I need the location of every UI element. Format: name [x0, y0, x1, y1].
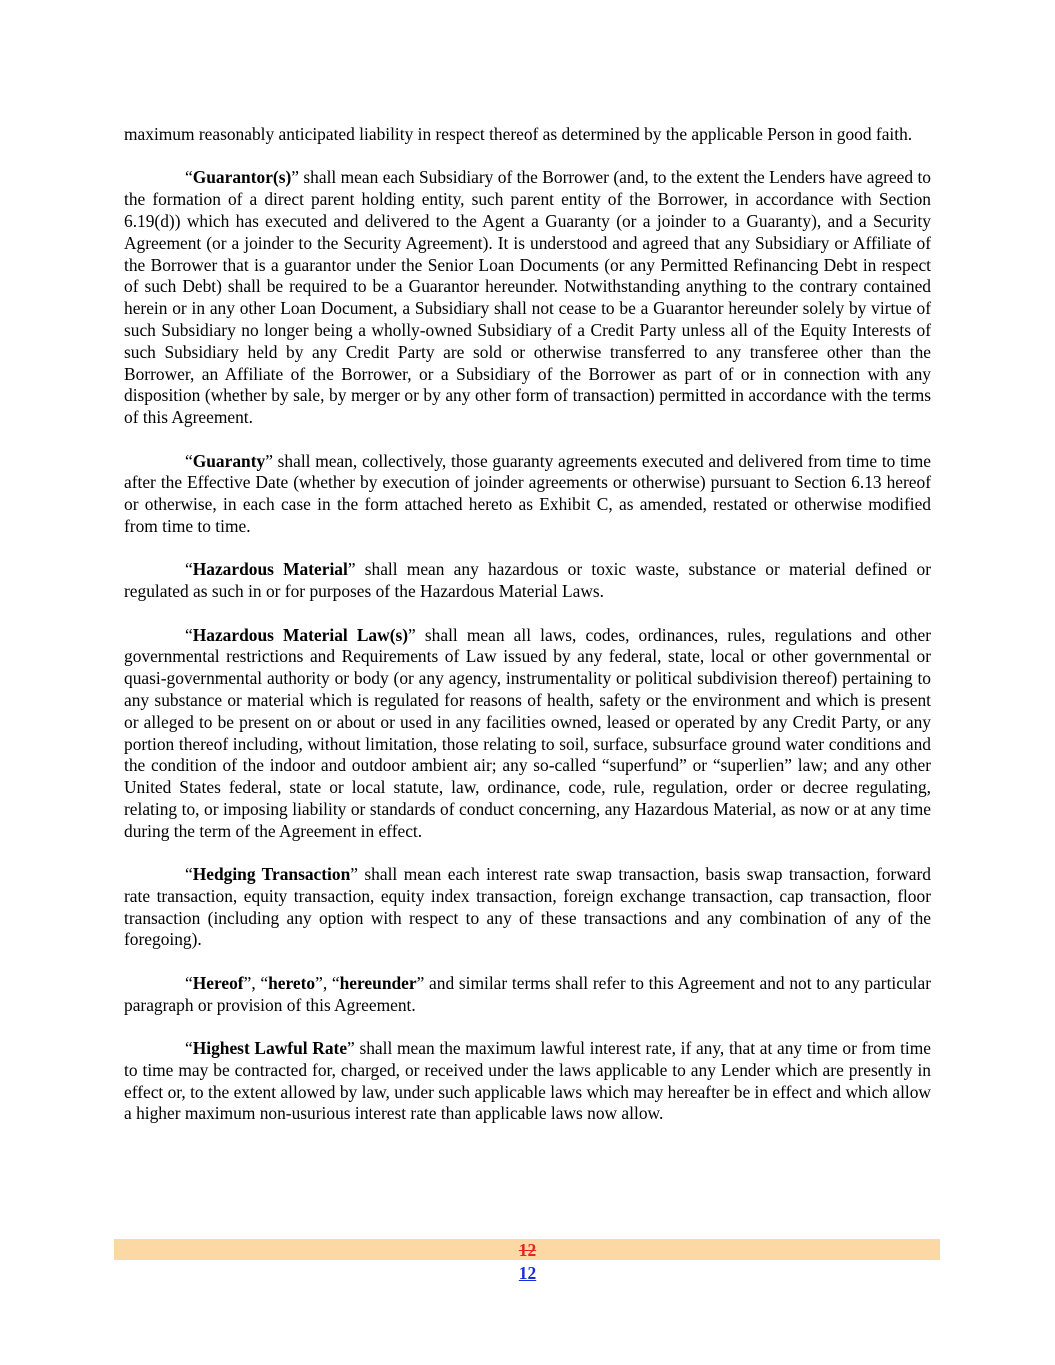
definition-guaranty — [124, 451, 931, 538]
defined-term: Guaranty — [192, 450, 266, 471]
defined-term: hereto — [268, 972, 316, 993]
paragraph-continuation — [124, 124, 931, 146]
defined-term: Hereof — [192, 972, 244, 993]
definition-hedging-transaction — [124, 864, 931, 951]
document-body — [124, 124, 931, 1147]
defined-term: Guarantor(s) — [192, 167, 292, 188]
quote-separator: ”, “ — [315, 972, 340, 993]
defined-term: Hazardous Material Law(s) — [192, 624, 409, 645]
definition-text: ” shall mean any hazardous or toxic waste, substance or material defined or regulated as such in or for purposes of the Hazardous Material Laws. — [124, 559, 931, 602]
open-quote: “ — [185, 450, 193, 471]
definition-text: ” shall mean, collectively, those guaranty agreements executed and delivered from time to time after the Effective Date (whether by execution of joinder agreements or otherwise) pursuant to Section 6.13 hereof or otherwise, in each case in the form attached hereto as Exhibit C, as amended, restated or otherwise modified from time to time. — [124, 450, 931, 536]
definition-hazardous-material-laws — [124, 625, 931, 843]
defined-term: Highest Lawful Rate — [192, 1038, 348, 1059]
deleted-page-number: 12 — [518, 1240, 537, 1260]
definition-text: ” shall mean the maximum lawful interest rate, if any, that at any time or from time to time may be contracted for, charged, or received under the laws applicable to any Lender which are presently in effect or, to the extent allowed by law, under such applicable laws which may hereafter be in effect and which allow a higher maximum non-usurious interest rate than applicable laws now allow. — [124, 1038, 931, 1124]
definition-text: ” shall mean each Subsidiary of the Borrower (and, to the extent the Lenders have agreed to the formation of a direct parent holding entity, such parent entity of the Borrower, in accordance with Section 6.19(d)) which has executed and delivered to the Agent a Guaranty (or a joinder to a Guaranty), and a Security Agreement (or a joinder to the Security Agreement). It is understood and agreed that any Subsidiary or Affiliate of the Borrower that is a guarantor under the Senior Loan Documents (or any Permitted Refinancing Debt in respect of such Debt) shall be required to be a Guarantor hereunder. Notwithstanding anything to the contrary contained herein or in any other Loan Document, a Subsidiary shall not cease to be a Guarantor hereunder solely by virtue of such Subsidiary no longer being a wholly-owned Subsidiary of a Credit Party unless all of the Equity Interests of such Subsidiary held by any Credit Party are sold or otherwise transferred to any transferee other than the Borrower, an Affiliate of the Borrower, or a Subsidiary of the Borrower as part of or in connection with any disposition (whether by sale, by merger or by any other form of transaction) permitted in accordance with the terms of this Agreement. — [124, 167, 931, 428]
definition-highest-lawful-rate — [124, 1038, 931, 1125]
definition-text: ” shall mean each interest rate swap transaction, basis swap transaction, forward rate transaction, equity transaction, equity index transaction, foreign exchange transaction, cap transaction, floor transaction (including any option with respect to any of these transactions and any combination of any of the foregoing). — [124, 864, 931, 950]
open-quote: “ — [185, 972, 193, 993]
open-quote: “ — [185, 167, 193, 188]
definition-text: ” shall mean all laws, codes, ordinances, rules, regulations and other governmental restrictions and Requirements of Law issued by any federal, state, local or other governmental or quasi-governmental authority or body (or any agency, instrumentality or political subdivision thereof) pertaining to any substance or material which is regulated for reasons of health, safety or the environment and which is present or alleged to be present on or about or used in any facilities owned, leased or operated by any Credit Party, or any portion thereof including, without limitation, those relating to soil, surface, subsurface ground water conditions and the condition of the indoor and outdoor ambient air; any so-called “superfund” or “superlien” law; and any other United States federal, state or local statute, law, ordinance, code, rule, regulation, order or decree regulating, relating to, or imposing liability or standards of conduct concerning, any Hazardous Material, as now or at any time during the term of the Agreement in effect. — [124, 624, 931, 841]
definition-text: ” and similar terms shall refer to this Agreement and not to any particular paragraph or provision of this Agreement. — [124, 972, 931, 1015]
open-quote: “ — [185, 559, 193, 580]
open-quote: “ — [185, 864, 193, 885]
defined-term: Hazardous Material — [192, 559, 348, 580]
open-quote: “ — [185, 624, 193, 645]
definition-hereof — [124, 973, 931, 1017]
defined-term: Hedging Transaction — [192, 864, 351, 885]
inserted-page-number: 12 — [518, 1263, 537, 1283]
definition-hazardous-material — [124, 559, 931, 603]
defined-term: hereunder — [339, 972, 417, 993]
definition-guarantors — [124, 167, 931, 429]
paragraph-text: maximum reasonably anticipated liability in respect thereof as determined by the applicable Person in good faith. — [124, 124, 913, 144]
open-quote: “ — [185, 1038, 193, 1059]
quote-separator: ”, “ — [243, 972, 269, 993]
